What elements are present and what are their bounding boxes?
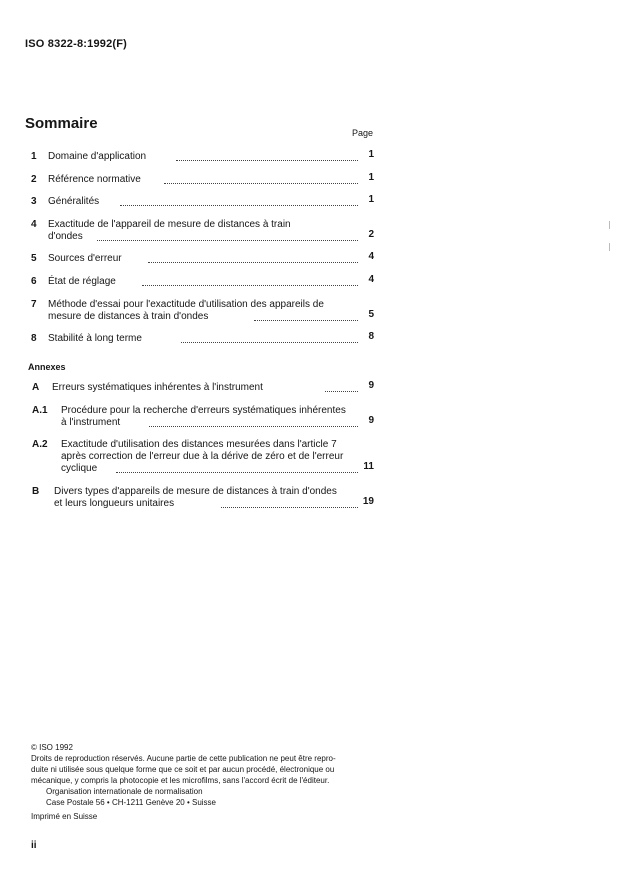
dot-leader	[148, 262, 358, 263]
annex-page-number: 9	[368, 380, 374, 391]
annex-page-number: 9	[368, 415, 374, 426]
toc-title-line: État de réglage	[48, 276, 116, 287]
document-id: ISO 8322-8:1992(F)	[25, 38, 128, 50]
toc-number: 2	[31, 174, 37, 185]
annex-number: B	[32, 486, 40, 497]
toc-number: 1	[31, 151, 37, 162]
annex-title-line: Procédure pour la recherche d'erreurs systématiques inhérentes	[61, 405, 346, 416]
toc-page-number: 2	[368, 229, 374, 240]
toc-page-number: 4	[368, 274, 374, 285]
dot-leader	[181, 342, 358, 343]
toc-title-line: Généralités	[48, 196, 100, 207]
toc-title-line: Méthode d'essai pour l'exactitude d'utilisation des appareils de	[48, 299, 324, 310]
annex-page-number: 19	[362, 496, 374, 507]
dot-leader	[142, 285, 358, 286]
toc-number: 7	[31, 299, 37, 310]
annex-number: A.2	[32, 439, 48, 450]
dot-leader	[120, 205, 358, 206]
annex-title-line: cyclique	[61, 463, 98, 474]
toc-title-line: Domaine d'application	[48, 151, 147, 162]
annex-title-line: Erreurs systématiques inhérentes à l'instrument	[52, 382, 263, 393]
toc-page-number: 4	[368, 251, 374, 262]
org-line: Case Postale 56 • CH-1211 Genève 20 • Suisse	[46, 798, 216, 807]
printed-in: Imprimé en Suisse	[31, 812, 98, 821]
page-column-label: Page	[352, 128, 374, 138]
toc-title-line: mesure de distances à train d'ondes	[48, 311, 209, 322]
dot-leader	[149, 426, 358, 427]
toc-page-number: 1	[368, 149, 374, 160]
toc-title-line: Exactitude de l'appareil de mesure de distances à train	[48, 219, 291, 230]
dot-leader	[254, 320, 358, 321]
toc-number: 6	[31, 276, 37, 287]
annex-title-line: après correction de l'erreur due à la dérive de zéro et de l'erreur	[61, 451, 344, 462]
toc-title-line: Référence normative	[48, 174, 141, 185]
dot-leader	[164, 183, 358, 184]
toc-title-line: Sources d'erreur	[48, 253, 122, 264]
annex-title-line: à l'instrument	[61, 417, 121, 428]
annexes-heading: Annexes	[28, 362, 66, 372]
annex-number: A.1	[32, 405, 48, 416]
copyright-line: © ISO 1992	[31, 743, 73, 752]
rights-line: duite ni utilisée sous quelque forme que ce soit et par aucun procédé, électronique ou	[31, 765, 335, 774]
toc-page-number: 1	[368, 194, 374, 205]
rights-line: Droits de reproduction réservés. Aucune partie de cette publication ne peut être repro-	[31, 754, 336, 763]
toc-number: 4	[31, 219, 37, 230]
annex-title-line: et leurs longueurs unitaires	[54, 498, 175, 509]
toc-title-line: d'ondes	[48, 231, 83, 242]
toc-title: Sommaire	[25, 115, 98, 132]
margin-mark	[609, 221, 610, 229]
page-number: ii	[31, 840, 37, 851]
toc-page-number: 1	[368, 172, 374, 183]
dot-leader	[221, 507, 358, 508]
rights-line: mécanique, y compris la photocopie et les microfilms, sans l'accord écrit de l'éditeur.	[31, 776, 330, 785]
margin-mark	[609, 243, 610, 251]
toc-title-line: Stabilité à long terme	[48, 333, 142, 344]
toc-page-number: 5	[368, 309, 374, 320]
annex-title-line: Exactitude d'utilisation des distances mesurées dans l'article 7	[61, 439, 337, 450]
dot-leader	[97, 240, 358, 241]
toc-number: 8	[31, 333, 37, 344]
annex-title-line: Divers types d'appareils de mesure de distances à train d'ondes	[54, 486, 337, 497]
dot-leader	[116, 472, 358, 473]
toc-number: 5	[31, 253, 37, 264]
dot-leader	[176, 160, 358, 161]
toc-page-number: 8	[368, 331, 374, 342]
annex-number: A	[32, 382, 40, 393]
annex-page-number: 11	[363, 461, 374, 472]
org-line: Organisation internationale de normalisation	[46, 787, 203, 796]
toc-number: 3	[31, 196, 37, 207]
